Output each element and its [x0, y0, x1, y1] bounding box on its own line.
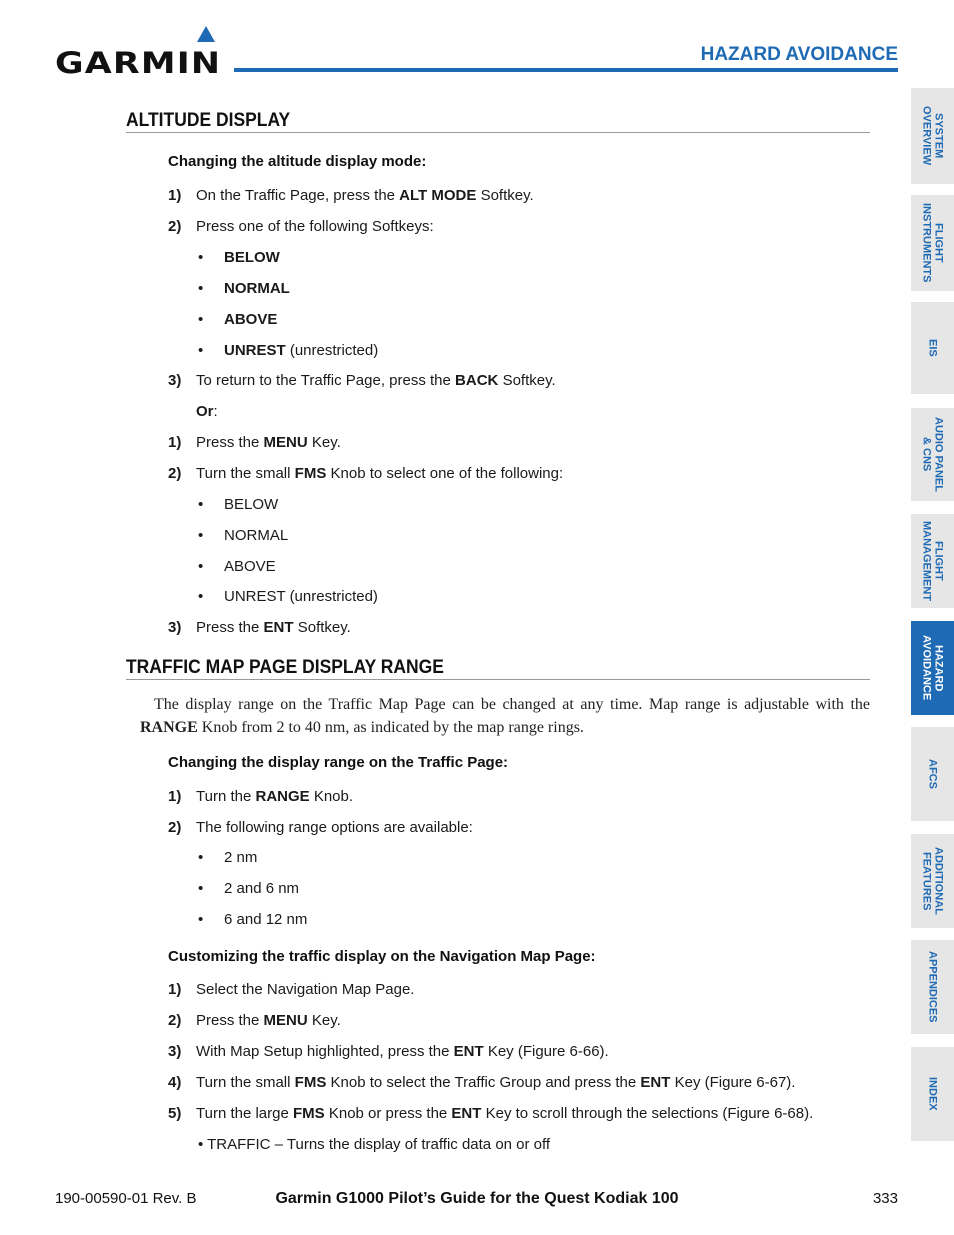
softkey-unrest: • UNREST (unrestricted)	[198, 342, 379, 359]
or-label: Or:	[196, 403, 218, 420]
navmap-step-5: 5) Turn the large FMS Knob or press the ENT Key to scroll through the selections (Figure 6-68).	[168, 1105, 814, 1122]
altitude-heading: ALTITUDE DISPLAY	[126, 110, 291, 131]
alt-step-2: 2) Turn the small FMS Knob to select one of the following:	[168, 465, 564, 482]
navmap-proc-title: Customizing the traffic display on the Navigation Map Page:	[168, 948, 596, 965]
range-paragraph: The display range on the Traffic Map Page can be changed at any time. Map range is adjustable with the RANGE Knob from 2 to 40 nm, as indicated by the map range rings.	[140, 696, 870, 736]
range-heading: TRAFFIC MAP PAGE DISPLAY RANGE	[126, 657, 444, 678]
tab-additional-features[interactable]: ADDITIONAL FEATURES	[911, 834, 954, 928]
navmap-step-2: 2) Press the MENU Key.	[168, 1012, 341, 1029]
garmin-logo	[55, 26, 222, 80]
altitude-proc-title: Changing the altitude display mode:	[168, 153, 427, 170]
alt-step-1: 1) Press the MENU Key.	[168, 434, 341, 451]
altitude-step-2: 2) Press one of the following Softkeys:	[168, 218, 434, 235]
garmin-triangle-icon	[197, 26, 215, 42]
doc-title: Garmin G1000 Pilot’s Guide for the Quest Kodiak 100	[275, 1190, 679, 1207]
tab-flight-instruments[interactable]: FLIGHT INSTRUMENTS	[911, 195, 954, 291]
alt-step-3: 3) Press the ENT Softkey.	[168, 619, 351, 636]
option-below: • BELOW	[198, 496, 279, 513]
tab-appendices[interactable]: APPENDICES	[911, 940, 954, 1034]
range-step-2: 2) The following range options are available:	[168, 819, 473, 836]
tab-system-overview[interactable]: SYSTEM OVERVIEW	[911, 88, 954, 184]
range-option-1: • 2 nm	[198, 849, 258, 866]
softkey-below: • BELOW	[198, 249, 280, 266]
range-option-3: • 6 and 12 nm	[198, 911, 308, 928]
section-title: HAZARD AVOIDANCE	[700, 44, 898, 65]
page-number: 333	[872, 1190, 898, 1207]
altitude-heading-rule	[126, 132, 870, 133]
range-option-2: • 2 and 6 nm	[198, 880, 300, 897]
tab-afcs[interactable]: AFCS	[911, 727, 954, 821]
option-above: • ABOVE	[198, 558, 276, 575]
range-heading-rule	[126, 679, 870, 680]
tab-audio-panel[interactable]: AUDIO PANEL & CNS	[911, 408, 954, 501]
navmap-step-3: 3) With Map Setup highlighted, press the ENT Key (Figure 6-66).	[168, 1043, 609, 1060]
altitude-step-1: 1) On the Traffic Page, press the ALT MODE Softkey.	[168, 187, 534, 204]
tab-hazard-avoidance[interactable]: HAZARD AVOIDANCE	[911, 621, 954, 715]
softkey-above: • ABOVE	[198, 311, 278, 328]
navmap-step-1: 1) Select the Navigation Map Page.	[168, 981, 415, 998]
softkey-normal: • NORMAL	[198, 280, 290, 297]
header-rule	[234, 68, 898, 72]
navmap-step-4: 4) Turn the small FMS Knob to select the Traffic Group and press the ENT Key (Figure 6-67).	[168, 1074, 796, 1091]
option-normal: • NORMAL	[198, 527, 289, 544]
range-proc-title: Changing the display range on the Traffic Page:	[168, 754, 509, 771]
tab-eis[interactable]: EIS	[911, 302, 954, 394]
logo-text: GARMIN	[55, 46, 222, 80]
range-step-1: 1) Turn the RANGE Knob.	[168, 788, 354, 805]
tab-flight-management[interactable]: FLIGHT MANAGEMENT	[911, 514, 954, 608]
option-unrest: • UNREST (unrestricted)	[198, 588, 378, 605]
traffic-note: • TRAFFIC – Turns the display of traffic data on or off	[198, 1136, 551, 1153]
altitude-step-3: 3) To return to the Traffic Page, press the BACK Softkey.	[168, 372, 556, 389]
tab-index[interactable]: INDEX	[911, 1047, 954, 1141]
doc-number: 190-00590-01 Rev. B	[55, 1190, 197, 1207]
